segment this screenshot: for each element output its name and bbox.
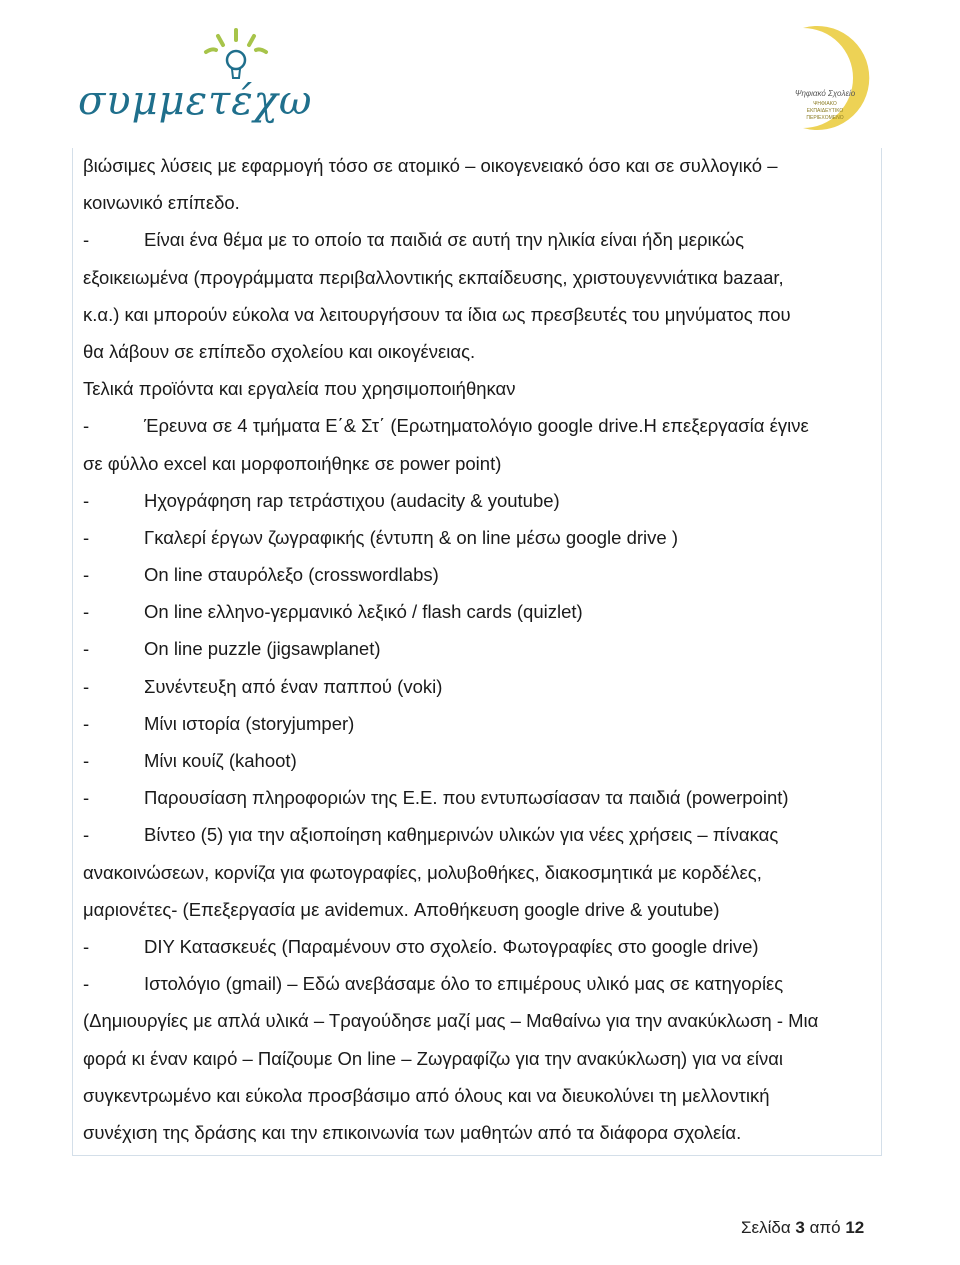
logo-caption: Ψηφιακό Σχολείο xyxy=(794,89,856,98)
list-dash: - xyxy=(83,750,90,771)
page-total: 12 xyxy=(845,1218,865,1237)
list-dash: - xyxy=(83,638,90,660)
text-line: εξοικειωμένα (προγράμματα περιβαλλοντικής εκπαίδευσης, χριστουγεννιάτικα bazaar, xyxy=(83,266,784,288)
list-item: - On line puzzle (jigsawplanet) xyxy=(83,630,883,667)
list-dash: - xyxy=(83,229,90,251)
page-label: Σελίδα xyxy=(741,1218,791,1237)
list-dash: - xyxy=(83,564,90,586)
list-dash: - xyxy=(83,489,90,511)
list-item: - Έρευνα σε 4 τμήματα Ε΄& Στ΄ (Ερωτηματολόγιο google drive.Η επεξεργασία έγινε xyxy=(83,407,883,444)
text-line: μαριονέτες- (Επεξεργασία με avidemux. Αποθήκευση google drive & youtube) xyxy=(83,898,720,920)
text-line: βιώσιμες λύσεις με εφαρμογή τόσο σε ατομικό – οικογενειακό όσο και σε συλλογικό – xyxy=(83,155,778,176)
logo-wordmark: συμμετέχω xyxy=(78,78,313,124)
logo-subline: ΕΚΠΑΙΔΕΥΤΙΚΟ xyxy=(806,108,844,114)
text-line: ανακοινώσεων, κορνίζα για φωτογραφίες, μολυβοθήκες, διακοσμητικά με κορδέλες, xyxy=(83,861,762,883)
list-item: - Ηχογράφηση rap τετράστιχου (audacity & youtube) xyxy=(83,482,883,519)
document-body xyxy=(83,147,883,1151)
list-dash: - xyxy=(83,935,90,957)
list-dash: - xyxy=(83,787,90,809)
list-dash: - xyxy=(83,973,90,995)
text-line: συγκεντρωμένο και εύκολα προσβάσιμο από όλους και να διευκολύνει τη μελλοντική xyxy=(83,1084,770,1106)
list-dash: - xyxy=(83,712,90,734)
page-number xyxy=(741,1218,864,1238)
list-dash: - xyxy=(83,601,90,623)
logo-subline: ΠΕΡΙΕΧΟΜΕΝΟ xyxy=(806,115,844,121)
list-item: - DIY Κατασκευές (Παραμένουν στο σχολείο. Φωτογραφίες στο google drive) xyxy=(83,928,883,965)
logo-subline: ΨΗΦΙΑΚΟ xyxy=(813,101,837,107)
list-dash: - xyxy=(83,415,90,437)
list-item: - Παρουσίαση πληροφοριών της Ε.Ε. που εντυπωσίασαν τα παιδιά (powerpoint) xyxy=(83,779,883,816)
list-item: - On line σταυρόλεξο (crosswordlabs) xyxy=(83,556,883,593)
list-item: - Συνέντευξη από έναν παππού (voki) xyxy=(83,668,883,705)
symmetexo-logo xyxy=(78,26,313,126)
list-item: - Ιστολόγιο (gmail) – Εδώ ανεβάσαμε όλο το επιμέρους υλικό μας σε κατηγορίες xyxy=(83,965,883,1002)
list-dash: - xyxy=(83,675,90,697)
list-item: - Είναι ένα θέμα με το οποίο τα παιδιά σε αυτή την ηλικία είναι ήδη μερικώς xyxy=(83,221,883,258)
page-of-label: από xyxy=(809,1218,841,1237)
list-item: - Μίνι κουίζ (kahoot) xyxy=(83,742,883,779)
list-item: - Γκαλερί έργων ζωγραφικής (έντυπη & on line μέσω google drive ) xyxy=(83,519,883,556)
text-line: συνέχιση της δράσης και την επικοινωνία των μαθητών από τα διάφορα σχολεία. xyxy=(83,1121,742,1143)
text-line: κοινωνικό επίπεδο. xyxy=(83,192,240,214)
lightbulb-icon xyxy=(196,26,276,86)
text-line: (Δημιουργίες με απλά υλικά – Τραγούδησε μαζί μας – Μαθαίνω για την ανακύκλωση - Μια xyxy=(83,1010,819,1032)
list-item: - Μίνι ιστορία (storyjumper) xyxy=(83,705,883,742)
list-dash: - xyxy=(83,824,90,846)
section-heading: Τελικά προϊόντα και εργαλεία που χρησιμοποιήθηκαν xyxy=(83,378,516,400)
list-item: - On line ελληνο-γερμανικό λεξικό / flash cards (quizlet) xyxy=(83,593,883,630)
list-item: - Βίντεο (5) για την αξιοποίηση καθημερινών υλικών για νέες χρήσεις – πίνακας xyxy=(83,816,883,853)
text-line: σε φύλλο excel και μορφοποιήθηκε σε power point) xyxy=(83,452,502,474)
text-line: κ.α.) και μπορούν εύκολα να λειτουργήσουν τα ίδια ως πρεσβευτές του μηνύματος που xyxy=(83,303,791,325)
digital-school-logo xyxy=(775,22,875,134)
page-current: 3 xyxy=(795,1218,805,1237)
text-line: φορά κι έναν καιρό – Παίζουμε On line – Ζωγραφίζω για την ανακύκλωση) για να είναι xyxy=(83,1047,784,1069)
text-line: θα λάβουν σε επίπεδο σχολείου και οικογένειας. xyxy=(83,340,476,362)
list-dash: - xyxy=(83,526,90,548)
